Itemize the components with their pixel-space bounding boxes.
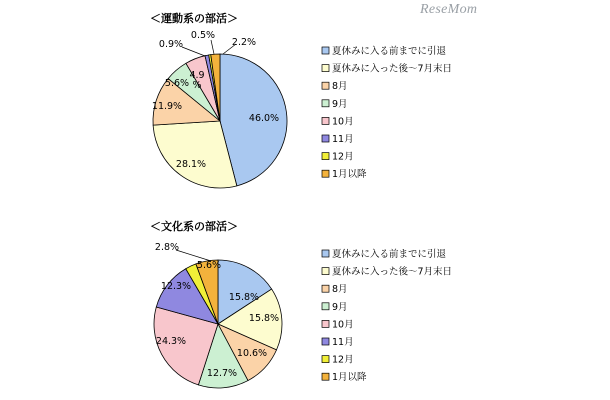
legend-swatch xyxy=(322,153,329,160)
legend-label: 1月以降 xyxy=(332,372,367,384)
legend-swatch xyxy=(322,65,329,72)
legend-swatch xyxy=(322,268,329,275)
data-label: 15.8% xyxy=(248,313,280,324)
legend-label: 夏休みに入った後～7月末日 xyxy=(332,266,453,278)
legend-label: 10月 xyxy=(332,116,354,128)
leader-line xyxy=(211,40,214,54)
chart-title: ＜文化系の部活＞ xyxy=(150,220,238,233)
data-label: 12.7% xyxy=(206,368,238,379)
legend-swatch xyxy=(322,135,329,142)
data-label: 0.9% xyxy=(158,39,184,50)
legend-label: 夏休みに入る前までに引退 xyxy=(332,249,447,260)
legend-label: 12月 xyxy=(332,151,354,163)
data-label: 5.6% xyxy=(164,78,190,89)
legend-label: 夏休みに入った後～7月末日 xyxy=(332,63,453,75)
legend-swatch xyxy=(322,320,329,327)
legend-label: 8月 xyxy=(332,81,348,93)
legend-swatch xyxy=(322,285,329,292)
chart-title: ＜運動系の部活＞ xyxy=(150,12,238,25)
legend-swatch xyxy=(322,338,329,345)
data-label: 11.9% xyxy=(151,101,183,112)
data-label: 0.5% xyxy=(190,30,216,41)
pie-chart-2 xyxy=(150,219,452,388)
data-label: 2.2% xyxy=(231,37,257,48)
data-label: 15.8% xyxy=(228,292,260,303)
data-label: 24.3% xyxy=(155,336,187,347)
data-label: 5.6% xyxy=(196,260,222,271)
legend-swatch xyxy=(322,170,329,177)
legend-label: 8月 xyxy=(332,284,348,296)
legend-swatch xyxy=(322,82,329,89)
data-label: 12.3% xyxy=(160,281,192,292)
data-label: 2.8% xyxy=(154,242,180,253)
legend-swatch xyxy=(322,250,329,257)
legend-label: 11月 xyxy=(332,337,354,348)
legend-swatch xyxy=(322,373,329,380)
legend-label: 1月以降 xyxy=(332,169,367,181)
legend-label: 9月 xyxy=(332,301,348,313)
legend-label: 12月 xyxy=(332,354,354,366)
data-label: 10.6% xyxy=(236,348,268,359)
legend-label: 夏休みに入る前までに引退 xyxy=(332,46,447,57)
legend-label: 11月 xyxy=(332,134,354,145)
data-label: 4.9 % xyxy=(189,70,205,91)
legend-swatch xyxy=(322,303,329,310)
watermark-logo: ReseMom xyxy=(420,2,478,17)
leader-line xyxy=(182,47,205,56)
pie-chart-1 xyxy=(150,11,452,188)
data-label: 28.1% xyxy=(175,159,207,170)
legend-swatch xyxy=(322,100,329,107)
data-label: 46.0% xyxy=(248,113,280,124)
legend-swatch xyxy=(322,356,329,363)
legend-label: 9月 xyxy=(332,98,348,110)
legend-label: 10月 xyxy=(332,319,354,331)
legend-swatch xyxy=(322,117,329,124)
legend-swatch xyxy=(322,47,329,54)
